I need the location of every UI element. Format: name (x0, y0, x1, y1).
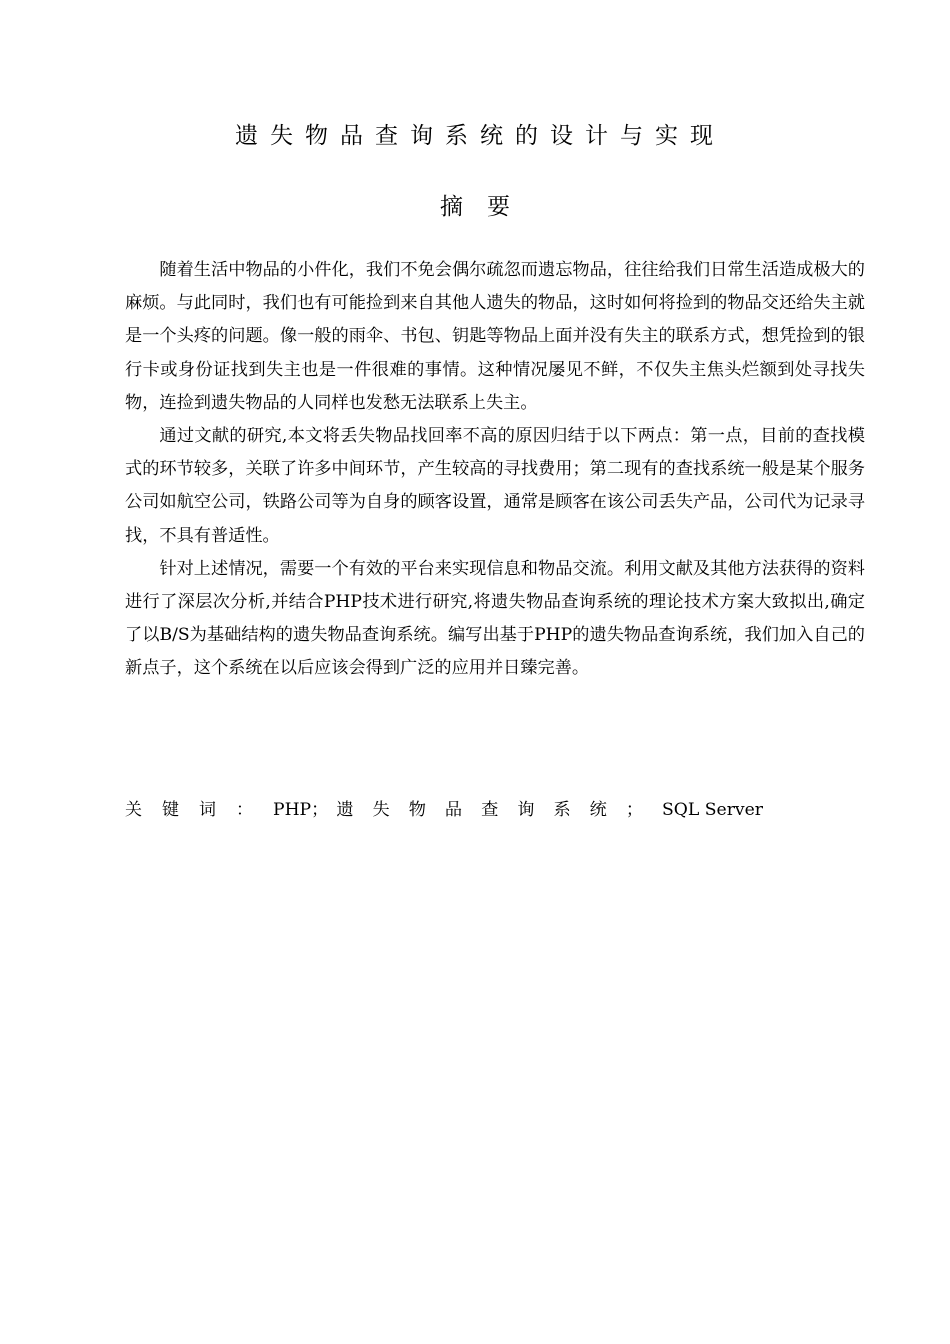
abstract-paragraph: 随着生活中物品的小件化，我们不免会偶尔疏忽而遗忘物品，往往给我们日常生活造成极大的麻烦。与此同时，我们也有可能捡到来自其他人遗失的物品，这时如何将捡到的物品交还给失主就是一个头疼的问题。像一般的雨伞、书包、钥匙等物品上面并没有失主的联系方式，想凭捡到的银行卡或身份证找到失主也是一件很难的事情。这种情况屡见不鲜，不仅失主焦头烂额到处寻找失物，连捡到遗失物品的人同样也发愁无法联系上失主。 (125, 260, 865, 413)
keywords-colon: ： (236, 800, 273, 820)
document-title: 遗失物品查询系统的设计与实现 (235, 123, 725, 149)
abstract-body (125, 254, 865, 686)
keyword-item: PHP； (273, 800, 329, 820)
keywords-line (125, 796, 865, 824)
abstract-paragraph: 针对上述情况，需要一个有效的平台来实现信息和物品交流。利用文献及其他方法获得的资料进行了深层次分析,并结合PHP技术进行研究,将遗失物品查询系统的理论技术方案大致拟出,确定了以B/S为基础结构的遗失物品查询系统。编写出基于PHP的遗失物品查询系统，我们加入自己的新点子，这个系统在以后应该会得到广泛的应用并日臻完善。 (125, 558, 865, 679)
abstract-heading: 摘要 (440, 194, 534, 220)
keyword-item: 遗失物品查询系统； (336, 800, 663, 820)
abstract-paragraph: 通过文献的研究,本文将丢失物品找回率不高的原因归结于以下两点：第一点，目前的查找模式的环节较多，关联了许多中间环节，产生较高的寻找费用；第二现有的查找系统一般是某个服务公司如航空公司，铁路公司等为自身的顾客设置，通常是顾客在该公司丢失产品，公司代为记录寻找，不具有普适性。 (125, 426, 865, 546)
keywords-label: 关键词 (125, 800, 236, 820)
keyword-item: SQL Server (662, 800, 764, 820)
